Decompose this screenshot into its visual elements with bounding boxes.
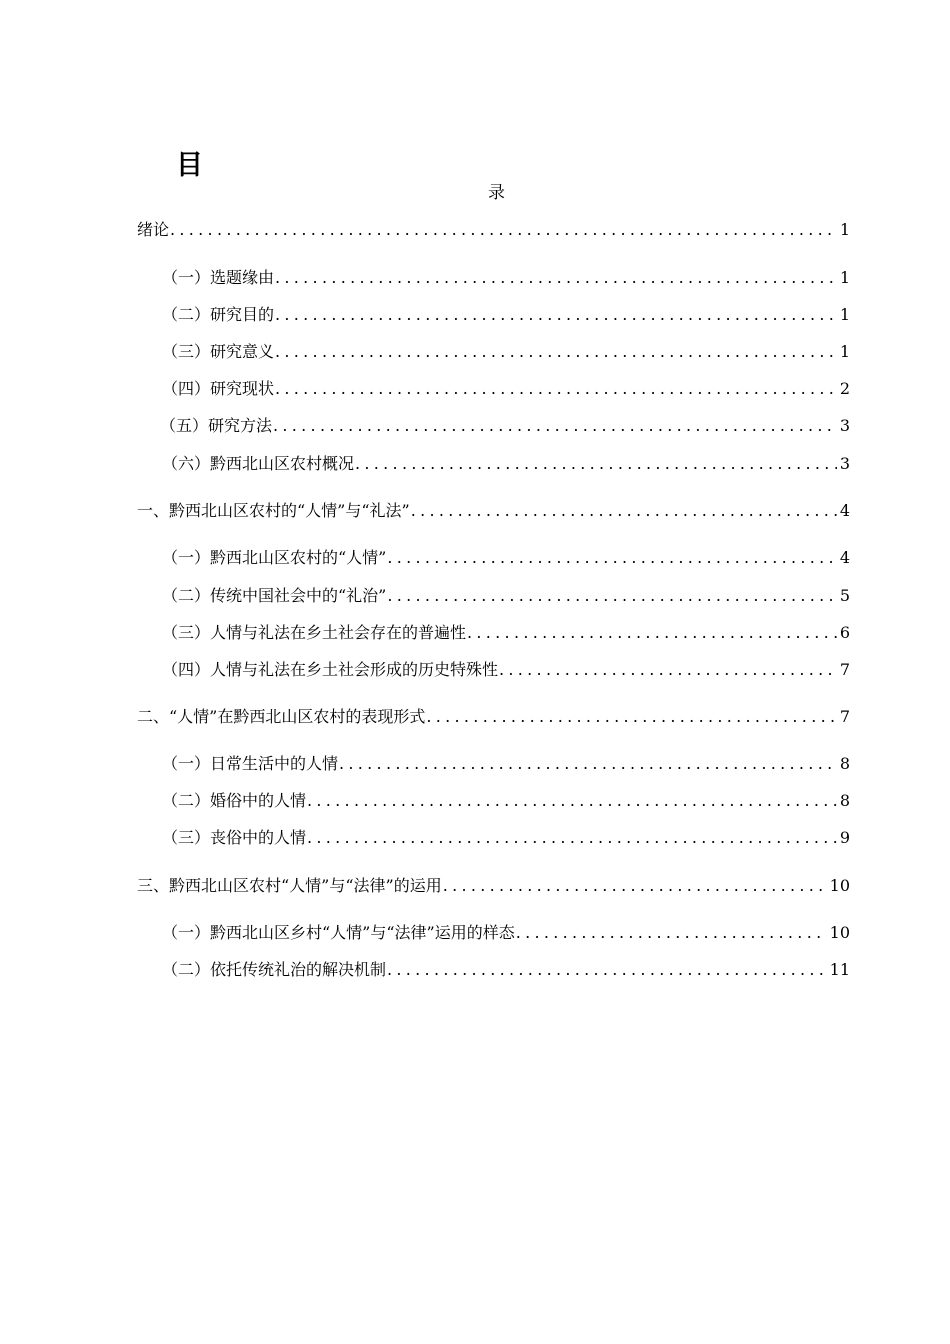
toc-entry[interactable] (162, 957, 850, 983)
toc-entry[interactable] (162, 451, 850, 477)
toc-entry-page: 7 (839, 707, 850, 726)
toc-entry-text: （四）人情与礼法在乡土社会形成的历史特殊性 (162, 660, 499, 679)
toc-entry-page: 1 (839, 268, 850, 287)
toc-entry[interactable] (137, 217, 850, 243)
toc-entry-text: 一、黔西北山区农村的“人情”与“礼法” (137, 501, 410, 520)
toc-leader-dots (275, 376, 837, 402)
toc-title-char-1: 目 (176, 150, 203, 181)
toc-leader-dots (355, 451, 837, 477)
toc-entry-page: 4 (839, 501, 850, 520)
toc-entry-text: （二）传统中国社会中的“礼治” (162, 586, 387, 605)
toc-entry-page: 11 (829, 960, 850, 979)
toc-leader-dots (275, 302, 837, 328)
toc-entry[interactable] (137, 704, 850, 730)
toc-entry[interactable] (160, 413, 850, 439)
toc-entry-page: 9 (839, 828, 850, 847)
toc-entry[interactable] (162, 376, 850, 402)
toc-entry-page: 1 (839, 220, 850, 239)
toc-entry-text: （一）选题缘由 (162, 268, 275, 287)
toc-entry-page: 7 (839, 660, 850, 679)
toc-title-char-2: 录 (488, 183, 505, 203)
toc-entry[interactable] (162, 545, 850, 571)
toc-entry-page: 5 (839, 586, 850, 605)
toc-entry[interactable] (162, 657, 850, 683)
toc-entry-text: （四）研究现状 (162, 379, 275, 398)
toc-entry-page: 4 (839, 548, 850, 567)
toc-entry[interactable] (137, 873, 850, 899)
toc-entry-text: （二）研究目的 (162, 305, 275, 324)
toc-leader-dots (273, 413, 837, 439)
toc-entry-page: 10 (829, 923, 850, 942)
toc-entry-page: 1 (839, 305, 850, 324)
toc-leader-dots (339, 751, 837, 777)
toc-leader-dots (275, 265, 837, 291)
toc-leader-dots (387, 957, 827, 983)
toc-entry-text: 绪论 (137, 220, 170, 239)
toc-entry[interactable] (137, 498, 850, 524)
toc-entry-text: （一）日常生活中的人情 (162, 754, 339, 773)
toc-entry-text: 三、黔西北山区农村“人情”与“法律”的运用 (137, 876, 442, 895)
toc-leader-dots (499, 657, 837, 683)
toc-entry-text: （二）依托传统礼治的解决机制 (162, 960, 387, 979)
toc-leader-dots (307, 825, 837, 851)
toc-entry[interactable] (162, 825, 850, 851)
toc-leader-dots (516, 920, 827, 946)
toc-leader-dots (307, 788, 837, 814)
toc-entry[interactable] (162, 751, 850, 777)
toc-leader-dots (170, 217, 837, 243)
toc-entry-page: 3 (839, 454, 850, 473)
toc-entry-page: 3 (839, 416, 850, 435)
toc-entry-text: （三）人情与礼法在乡土社会存在的普遍性 (162, 623, 467, 642)
toc-entry-text: （三）研究意义 (162, 342, 275, 361)
toc-leader-dots (387, 545, 836, 571)
toc-entry-page: 6 (839, 623, 850, 642)
toc-entry[interactable] (162, 583, 850, 609)
toc-entry-text: （五）研究方法 (160, 416, 273, 435)
toc-entry-text: （六）黔西北山区农村概况 (162, 454, 355, 473)
toc-leader-dots (275, 339, 837, 365)
toc-entry-text: （三）丧俗中的人情 (162, 828, 307, 847)
toc-leader-dots (467, 620, 837, 646)
toc-entry[interactable] (162, 620, 850, 646)
toc-entry-text: （一）黔西北山区乡村“人情”与“法律”运用的样态 (162, 923, 515, 942)
toc-entry-page: 10 (829, 876, 850, 895)
toc-entry[interactable] (162, 302, 850, 328)
toc-leader-dots (426, 704, 836, 730)
toc-entry[interactable] (162, 788, 850, 814)
toc-entry-page: 8 (839, 791, 850, 810)
toc-entry[interactable] (162, 920, 850, 946)
toc-entry-page: 1 (839, 342, 850, 361)
toc-entry-text: 二、“人情”在黔西北山区农村的表现形式 (137, 707, 426, 726)
toc-leader-dots (387, 583, 836, 609)
toc-leader-dots (443, 873, 827, 899)
toc-entry-text: （一）黔西北山区农村的“人情” (162, 548, 387, 567)
toc-entry-text: （二）婚俗中的人情 (162, 791, 307, 810)
toc-entry[interactable] (162, 339, 850, 365)
toc-entry-page: 2 (839, 379, 850, 398)
toc-entry[interactable] (162, 265, 850, 291)
toc-entry-page: 8 (839, 754, 850, 773)
toc-leader-dots (411, 498, 837, 524)
